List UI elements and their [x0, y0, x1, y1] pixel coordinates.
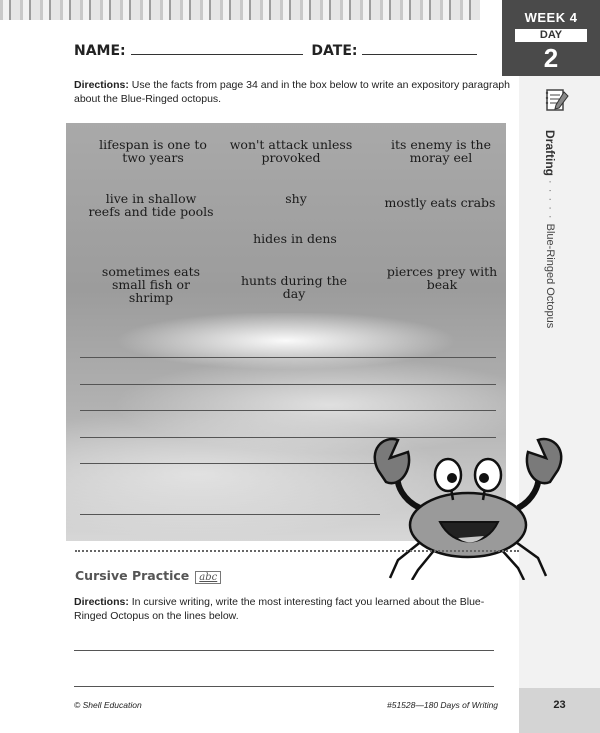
fact-item: mostly eats crabs: [384, 195, 496, 210]
writing-line[interactable]: [80, 357, 496, 358]
fact-item: lifespan is one to two years: [99, 137, 207, 165]
side-section-label: Drafting · · · · · Blue-Ringed Octopus: [543, 130, 557, 329]
day-label: DAY: [515, 29, 587, 42]
cursive-directions: [74, 596, 514, 623]
week-label: WEEK 4: [524, 10, 578, 25]
top-decorative-border: [0, 0, 480, 20]
fact-item: won't attack unless provoked: [229, 137, 353, 165]
fact-item: its enemy is the moray eel: [391, 137, 491, 165]
fact-item: live in shallow reefs and tide pools: [88, 191, 214, 219]
fact-item: shy: [285, 191, 307, 206]
writing-line[interactable]: [80, 463, 380, 464]
section-divider: [75, 550, 519, 552]
fact-item: hides in dens: [253, 231, 337, 246]
name-field[interactable]: [131, 42, 303, 55]
footer-book-title: #51528—180 Days of Writing: [387, 700, 499, 710]
cursive-practice-heading: [75, 568, 221, 583]
cursive-writing-line[interactable]: [74, 650, 494, 651]
day-number: 2: [543, 43, 559, 73]
fact-item: sometimes eats small fish or shrimp: [101, 264, 201, 305]
date-field[interactable]: [362, 42, 477, 55]
page-number: 23: [519, 688, 600, 733]
directions-text: Use the facts from page 34 and in the box below to write an expository paragraph about the Blue-Ringed octopus.: [74, 79, 510, 105]
directions-label: Directions:: [74, 79, 129, 91]
name-label: NAME:: [74, 43, 126, 59]
directions: [74, 79, 514, 106]
name-date-line: [74, 42, 477, 59]
section-title: Drafting: [543, 130, 557, 176]
footer-copyright: © Shell Education: [74, 700, 142, 710]
writing-line[interactable]: [80, 514, 380, 515]
week-day-tab: [502, 0, 600, 76]
cursive-directions-label: Directions:: [74, 596, 129, 608]
crab-illustration: [368, 430, 568, 585]
fact-item: hunts during the day: [240, 273, 348, 301]
side-strip: [519, 76, 600, 688]
abc-badge-icon: abc: [195, 571, 221, 584]
cursive-directions-text: In cursive writing, write the most interesting fact you learned about the Blue-Ringed Octopus on the lines below.: [74, 596, 485, 622]
cursive-title: Cursive Practice: [75, 568, 190, 583]
fact-item: pierces prey with beak: [386, 264, 498, 292]
date-label: DATE:: [311, 43, 358, 59]
writing-line[interactable]: [80, 410, 496, 411]
topic-title: Blue-Ringed Octopus: [544, 223, 556, 329]
writing-line[interactable]: [80, 384, 496, 385]
cursive-writing-line[interactable]: [74, 686, 494, 687]
notebook-pencil-icon: [544, 86, 570, 119]
